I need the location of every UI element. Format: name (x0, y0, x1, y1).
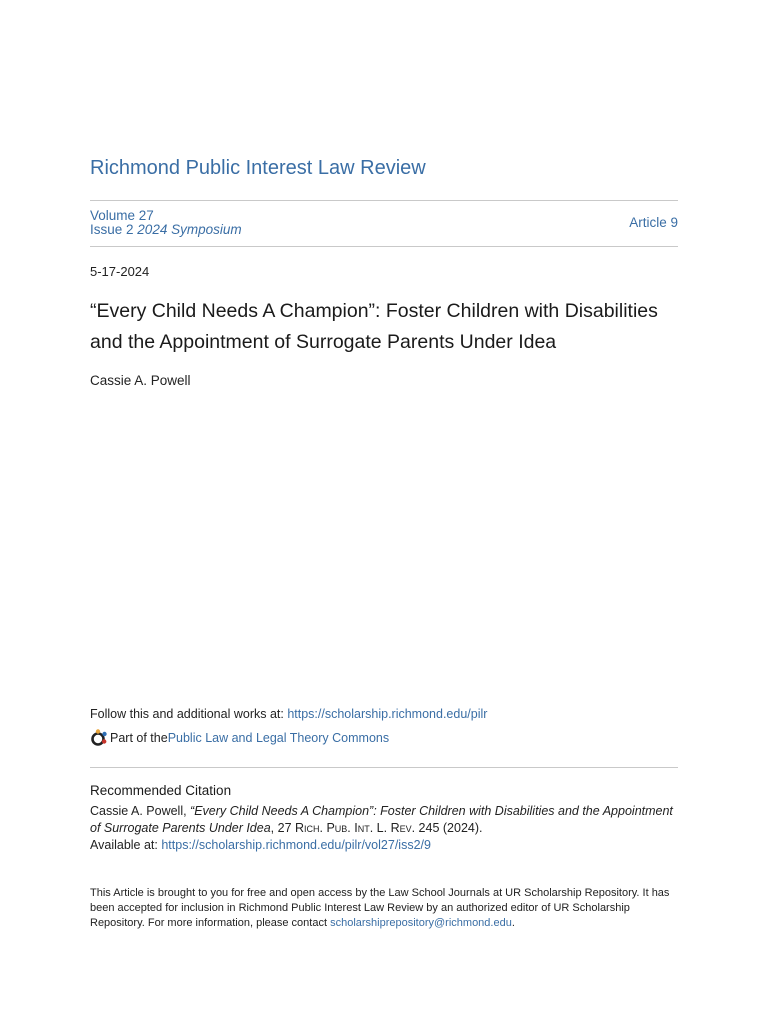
citation-author: Cassie A. Powell, (90, 804, 191, 818)
volume-issue-block (90, 209, 242, 237)
follow-line (90, 707, 487, 721)
part-of-text: Part of the (110, 731, 168, 745)
issue-link[interactable] (90, 222, 242, 237)
top-divider (90, 200, 678, 201)
commons-network-icon (90, 729, 108, 747)
article-title: “Every Child Needs A Champion”: Foster Children with Disabilities and the Appointment of Surrogate Parents Under Idea (90, 300, 658, 353)
citation-pages-year: 245 (2024). (415, 821, 483, 835)
contact-email-link[interactable]: scholarshiprepository@richmond.edu (330, 917, 512, 929)
follow-url-link[interactable]: https://scholarship.richmond.edu/pilr (287, 707, 488, 721)
access-notice-end: . (511, 917, 515, 929)
issue-title: 2024 Symposium (137, 222, 242, 237)
author-name: Cassie A. Powell (90, 373, 191, 388)
available-url-link[interactable]: https://scholarship.richmond.edu/pilr/vol27/iss2/9 (161, 838, 431, 852)
header-divider (90, 246, 678, 247)
publication-date: 5-17-2024 (90, 264, 150, 279)
issue-prefix: Issue 2 (90, 222, 134, 237)
recommended-citation-heading: Recommended Citation (90, 783, 232, 798)
citation-title: “Every Child Needs A Champion”: Foster Children with Disabilities and the Appointment of Surrogate Parents Under Idea (90, 804, 673, 835)
part-of-line (90, 729, 389, 747)
commons-link[interactable]: Public Law and Legal Theory Commons (167, 731, 390, 745)
journal-title-link[interactable]: Richmond Public Interest Law Review (90, 157, 426, 179)
citation-journal-abbr: Rich. Pub. Int. L. Rev. (295, 821, 416, 835)
follow-text: Follow this and additional works at: (90, 707, 288, 721)
volume-link[interactable]: Volume 27 (90, 208, 154, 223)
available-at-text: Available at: (90, 838, 162, 852)
article-number-link[interactable]: Article 9 (629, 215, 678, 230)
citation-volume: , 27 (270, 821, 295, 835)
access-notice-text: This Article is brought to you for free and open access by the Law School Journals at UR Scholarship Repository. It has been accepted for inclusion in Richmond Public Interest Law Review by an authorized editor of UR Scholarship Repository. For more information, please contact (90, 887, 670, 929)
available-at-line (90, 838, 431, 852)
citation-divider (90, 767, 678, 768)
citation-text (90, 803, 680, 837)
access-notice (90, 886, 680, 931)
